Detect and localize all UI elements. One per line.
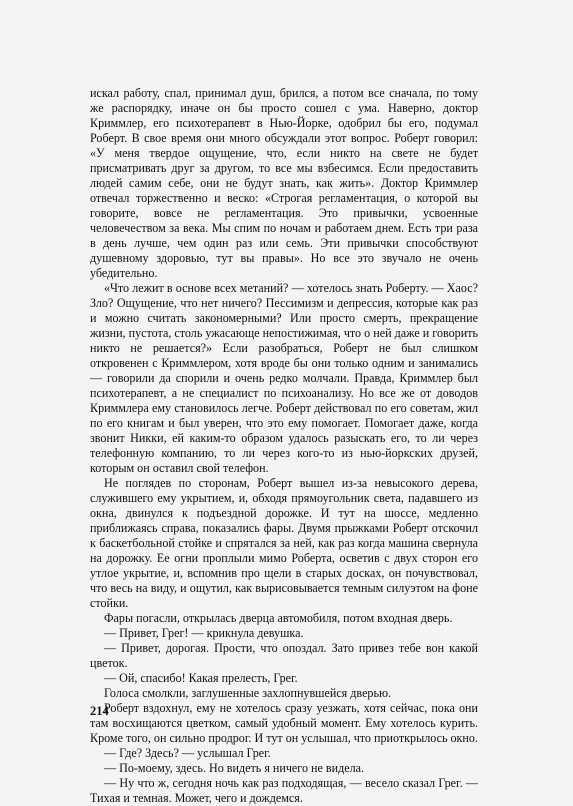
paragraph: «Что лежит в основе всех метаний? — хотелось знать Роберту. — Хаос? Зло? Ощущение, что нет ничего? Пессимизм и депрессия, которые как раз и можно считать закономерными? Или просто смерть, прекращение жизни, пустота, столь ужасающе непостижимая, что о ней даже и говорить никто не решается?» Если разобраться, Роберт не был слишком откровенен с Криммлером, хотя вроде бы они только одним и занимались — говорили да спорили и очень редко молчали. Правда, Криммлер был психотерапевт, а не специалист по психоанализу. Но все же от доводов Криммлера ему становилось легче. Роберт действовал по его советам, жил по его книгам и был уверен, что это ему помогает. Помогает даже, когда звонит Никки, ей каким-то образом удалось разыскать его, то ли через телефонную компанию, то ли через кого-то из нью-йоркских друзей, которым он оставил свой телефон. [90, 281, 478, 475]
paragraph: искал работу, спал, принимал душ, брился, а потом все сначала, по тому же распорядку, иначе он бы просто сошел с ума. Наверно, доктор Криммлер, его психотерапевт в Нью-Йорке, одобрил бы его, подумал Роберт. В свое время они много обсуждали этот вопрос. Роберт говорил: «У меня твердое ощущение, что, если никто на свете не будет присматривать друг за другом, то все мы взбесимся. Если предоставить людей самим себе, они не будут знать, как жить». Доктор Криммлер отвечал торжественно и веско: «Строгая регламентация, о которой вы говорите, вовсе не регламентация. Это привычки, усвоенные человечеством за века. Мы спим по ночам и работаем днем. Есть три раза в день лучше, чем один раз или семь. Эти привычки способствуют душевному здоровью, тут вы правы». Но все это звучало не очень убедительно. [90, 86, 478, 280]
dialogue-line: — Ну что ж, сегодня ночь как раз подходящая, — весело сказал Грег. — Тихая и темная. Может, чего и дождемся. [90, 776, 478, 805]
dialogue-line: — Где? Здесь? — услышал Грег. [104, 746, 271, 760]
dialogue-line: — Ой, спасибо! Какая прелесть, Грег. [104, 671, 298, 685]
paragraph: Не поглядев по сторонам, Роберт вышел из-за невысокого дерева, служившего ему укрытием, и, обходя прямоугольник света, падавшего из окна, двинулся к подъездной дорожке. И тут на шоссе, медленно приближаясь справа, показались фары. Двумя прыжками Роберт отскочил к баскетбольной стойке и спрятался за ней, как раз когда машина свернула на дорожку. Ее огни проплыли мимо Роберта, осветив с двух сторон его утлое укрытие, и, вспомнив про щели в старых досках, он почувствовал, что весь на виду, и ощутил, как вырисовывается темным силуэтом на фоне стойки. [90, 476, 478, 610]
paragraph: Голоса смолкли, заглушенные захлопнувшейся дверью. [104, 686, 392, 700]
dialogue-line: — Привет, дорогая. Прости, что опоздал. Зато привез тебе вон какой цветок. [90, 641, 478, 670]
paragraph: Роберт вздохнул, ему не хотелось сразу уезжать, хотя сейчас, пока они там восхищаются цветком, самый удобный момент. Ему хотелось курить. Кроме того, он сильно продрог. И тут он услышал, что приоткрылось окно. [90, 701, 478, 745]
page-body-text [90, 86, 478, 806]
dialogue-line: — Привет, Грег! — крикнула девушка. [104, 626, 304, 640]
dialogue-line: — По-моему, здесь. Но видеть я ничего не видела. [104, 761, 365, 775]
page-number: 214 [90, 704, 109, 718]
paragraph: Фары погасли, открылась дверца автомобиля, потом входная дверь. [104, 611, 453, 625]
